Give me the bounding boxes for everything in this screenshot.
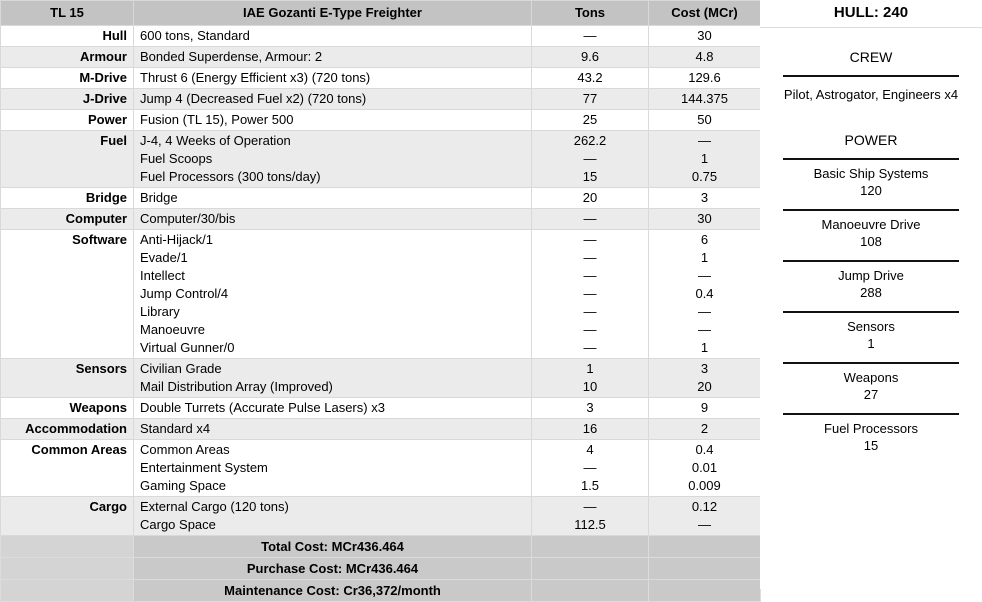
crew-value: Pilot, Astrogator, Engineers x4 (783, 87, 959, 102)
spec-row-accommodation (1, 419, 761, 440)
category-label: Common Areas (1, 440, 134, 497)
spec-row-bridge (1, 188, 761, 209)
summary-empty-cell (1, 536, 134, 558)
category-label: Power (1, 110, 134, 131)
cost-cell (649, 131, 761, 188)
item-cost: 0.4 (695, 442, 714, 457)
item-cost: 2 (700, 421, 709, 436)
item-description: Mail Distribution Array (Improved) (140, 379, 333, 394)
crew-divider (783, 75, 959, 77)
spec-row-cargo (1, 497, 761, 536)
cost-cell (649, 440, 761, 497)
item-tons: 15 (582, 169, 598, 184)
cost-cell (649, 89, 761, 110)
power-item-name: Weapons (843, 370, 899, 385)
power-item-value: 15 (863, 438, 879, 453)
category-label: Weapons (1, 398, 134, 419)
category-label: Computer (1, 209, 134, 230)
item-description: Standard x4 (140, 421, 211, 436)
item-cost: — (698, 322, 711, 337)
item-cost: 1 (700, 250, 709, 265)
spec-row-weapons (1, 398, 761, 419)
description-cell (134, 188, 532, 209)
description-cell (134, 47, 532, 68)
item-tons: — (583, 322, 597, 337)
item-tons: — (583, 286, 597, 301)
cost-cell (649, 359, 761, 398)
summary-empty-cell (532, 558, 649, 580)
category-label: Sensors (1, 359, 134, 398)
summary-empty-cell (649, 536, 761, 558)
maintenance-cost-row (1, 580, 761, 602)
power-item (760, 413, 982, 454)
item-description: Thrust 6 (Energy Efficient x3) (720 tons) (140, 70, 371, 85)
tons-cell (532, 497, 649, 536)
category-label: Accommodation (1, 419, 134, 440)
power-divider (783, 311, 959, 313)
table-header-row (1, 1, 761, 26)
power-item-value: 288 (860, 285, 882, 300)
item-tons: 16 (582, 421, 598, 436)
item-description: Library (140, 304, 180, 319)
power-item-value: 1 (867, 336, 875, 351)
power-item-name: Fuel Processors (824, 421, 918, 436)
item-description: Jump 4 (Decreased Fuel x2) (720 tons) (140, 91, 367, 106)
summary-panel (760, 0, 982, 589)
category-label: J-Drive (1, 89, 134, 110)
spec-row-hull (1, 26, 761, 47)
description-cell (134, 440, 532, 497)
summary-empty-cell (1, 580, 134, 602)
item-cost: 1 (700, 340, 709, 355)
tons-cell (532, 68, 649, 89)
power-divider (783, 158, 959, 160)
cost-cell (649, 398, 761, 419)
power-item (760, 311, 982, 352)
power-item-name: Manoeuvre Drive (821, 217, 921, 232)
item-tons: 20 (582, 190, 598, 205)
power-item (760, 362, 982, 403)
power-divider (783, 260, 959, 262)
header-tons: Tons (532, 1, 649, 26)
spec-row-common-areas (1, 440, 761, 497)
power-item-name: Jump Drive (838, 268, 904, 283)
summary-text: Purchase Cost: MCr436.464 (134, 558, 532, 580)
item-tons: — (583, 304, 597, 319)
power-divider (783, 362, 959, 364)
item-tons: — (583, 151, 597, 166)
item-cost: 129.6 (688, 70, 721, 85)
tons-cell (532, 209, 649, 230)
description-cell (134, 26, 532, 47)
item-cost: 6 (700, 232, 709, 247)
tons-cell (532, 110, 649, 131)
power-item-value: 27 (863, 387, 879, 402)
spec-row-m-drive (1, 68, 761, 89)
item-cost: 50 (697, 112, 712, 127)
item-tons: 1.5 (580, 478, 600, 493)
cost-cell (649, 230, 761, 359)
item-description: External Cargo (120 tons) (140, 499, 289, 514)
description-cell (134, 230, 532, 359)
item-tons: — (583, 232, 597, 247)
item-tons: — (583, 268, 597, 283)
cost-cell (649, 47, 761, 68)
item-cost: 4.8 (695, 49, 714, 64)
category-label: Hull (1, 26, 134, 47)
power-heading: POWER (844, 132, 898, 148)
item-tons: 10 (582, 379, 598, 394)
power-item-value: 120 (860, 183, 882, 198)
item-cost: 0.01 (691, 460, 718, 475)
description-cell (134, 497, 532, 536)
spec-row-power (1, 110, 761, 131)
item-cost: — (698, 268, 711, 283)
item-cost: 30 (697, 211, 712, 226)
description-cell (134, 131, 532, 188)
power-list (760, 158, 982, 454)
cost-cell (649, 110, 761, 131)
tons-cell (532, 89, 649, 110)
tons-cell (532, 419, 649, 440)
power-item (760, 209, 982, 250)
item-tons: — (583, 499, 597, 514)
item-tons: 3 (586, 400, 594, 415)
panel-divider (760, 27, 982, 28)
summary-empty-cell (649, 580, 761, 602)
cost-cell (649, 68, 761, 89)
description-cell (134, 359, 532, 398)
spec-row-armour (1, 47, 761, 68)
item-description: Computer/30/bis (140, 211, 236, 226)
item-description: Cargo Space (140, 517, 216, 532)
item-description: Civilian Grade (140, 361, 222, 376)
category-label: Cargo (1, 497, 134, 536)
item-cost: 20 (697, 379, 712, 394)
item-cost: 30 (697, 28, 712, 43)
item-description: Double Turrets (Accurate Pulse Lasers) x3 (140, 400, 385, 415)
summary-text: Maintenance Cost: Cr36,372/month (134, 580, 532, 602)
item-description: Intellect (140, 268, 185, 283)
summary-empty-cell (1, 558, 134, 580)
item-description: Virtual Gunner/0 (140, 340, 235, 355)
header-cost: Cost (MCr) (649, 1, 761, 26)
item-description: Entertainment System (140, 460, 268, 475)
item-tons: 9.6 (580, 49, 600, 64)
item-description: Fuel Processors (300 tons/day) (140, 169, 321, 184)
item-tons: 262.2 (573, 133, 607, 148)
tons-cell (532, 230, 649, 359)
item-tons: — (583, 460, 597, 475)
item-cost: — (698, 517, 711, 532)
power-item-name: Sensors (847, 319, 895, 334)
item-tons: — (583, 250, 597, 265)
power-item (760, 158, 982, 199)
header-ship-name: IAE Gozanti E-Type Freighter (134, 1, 532, 26)
item-cost: — (698, 304, 711, 319)
tons-cell (532, 398, 649, 419)
cost-cell (649, 209, 761, 230)
cost-cell (649, 188, 761, 209)
item-tons: 77 (582, 91, 598, 106)
item-description: Evade/1 (140, 250, 188, 265)
category-label: Software (1, 230, 134, 359)
item-tons: 112.5 (574, 517, 606, 532)
item-tons: 25 (582, 112, 598, 127)
cost-cell (649, 26, 761, 47)
power-divider (783, 413, 959, 415)
tons-cell (532, 440, 649, 497)
item-description: Bridge (140, 190, 178, 205)
item-cost: 9 (700, 400, 709, 415)
spec-row-sensors (1, 359, 761, 398)
item-cost: 3 (700, 190, 709, 205)
item-tons: — (583, 340, 597, 355)
description-cell (134, 419, 532, 440)
tons-cell (532, 26, 649, 47)
item-description: Gaming Space (140, 478, 226, 493)
crew-heading: CREW (849, 49, 893, 65)
item-cost: 0.12 (691, 499, 718, 514)
category-label: Armour (1, 47, 134, 68)
spec-row-computer (1, 209, 761, 230)
item-cost: 0.009 (688, 478, 721, 493)
item-cost: 3 (700, 361, 709, 376)
spec-row-fuel (1, 131, 761, 188)
total-cost-row (1, 536, 761, 558)
item-tons: 43.2 (577, 70, 603, 85)
tons-cell (532, 131, 649, 188)
item-tons: — (583, 28, 597, 43)
item-tons: — (583, 211, 597, 226)
description-cell (134, 68, 532, 89)
summary-text: Total Cost: MCr436.464 (134, 536, 532, 558)
item-description: Fusion (TL 15), Power 500 (140, 112, 294, 127)
cost-cell (649, 419, 761, 440)
item-cost: 0.4 (695, 286, 714, 301)
summary-empty-cell (649, 558, 761, 580)
item-tons: 1 (586, 361, 594, 376)
item-description: Bonded Superdense, Armour: 2 (140, 49, 323, 64)
item-description: Manoeuvre (140, 322, 206, 337)
item-cost: 0.75 (691, 169, 718, 184)
item-tons: 4 (586, 442, 594, 457)
item-description: Anti-Hijack/1 (140, 232, 213, 247)
description-cell (134, 89, 532, 110)
item-description: Common Areas (140, 442, 230, 457)
tons-cell (532, 359, 649, 398)
power-divider (783, 209, 959, 211)
item-description: Fuel Scoops (140, 151, 213, 166)
category-label: Bridge (1, 188, 134, 209)
category-label: M-Drive (1, 68, 134, 89)
item-cost: — (698, 133, 711, 148)
description-cell (134, 110, 532, 131)
spec-row-software (1, 230, 761, 359)
spec-row-j-drive (1, 89, 761, 110)
tons-cell (532, 47, 649, 68)
purchase-cost-row (1, 558, 761, 580)
power-item (760, 260, 982, 301)
description-cell (134, 398, 532, 419)
item-description: 600 tons, Standard (140, 28, 250, 43)
power-item-value: 108 (860, 234, 882, 249)
item-description: J-4, 4 Weeks of Operation (140, 133, 291, 148)
item-description: Jump Control/4 (140, 286, 229, 301)
power-item-name: Basic Ship Systems (813, 166, 929, 181)
category-label: Fuel (1, 131, 134, 188)
cost-cell (649, 497, 761, 536)
hull-total: HULL: 240 (833, 4, 909, 21)
tons-cell (532, 188, 649, 209)
summary-empty-cell (532, 580, 649, 602)
item-cost: 1 (700, 151, 709, 166)
item-cost: 144.375 (681, 91, 728, 106)
summary-empty-cell (532, 536, 649, 558)
header-tl: TL 15 (1, 1, 134, 26)
description-cell (134, 209, 532, 230)
